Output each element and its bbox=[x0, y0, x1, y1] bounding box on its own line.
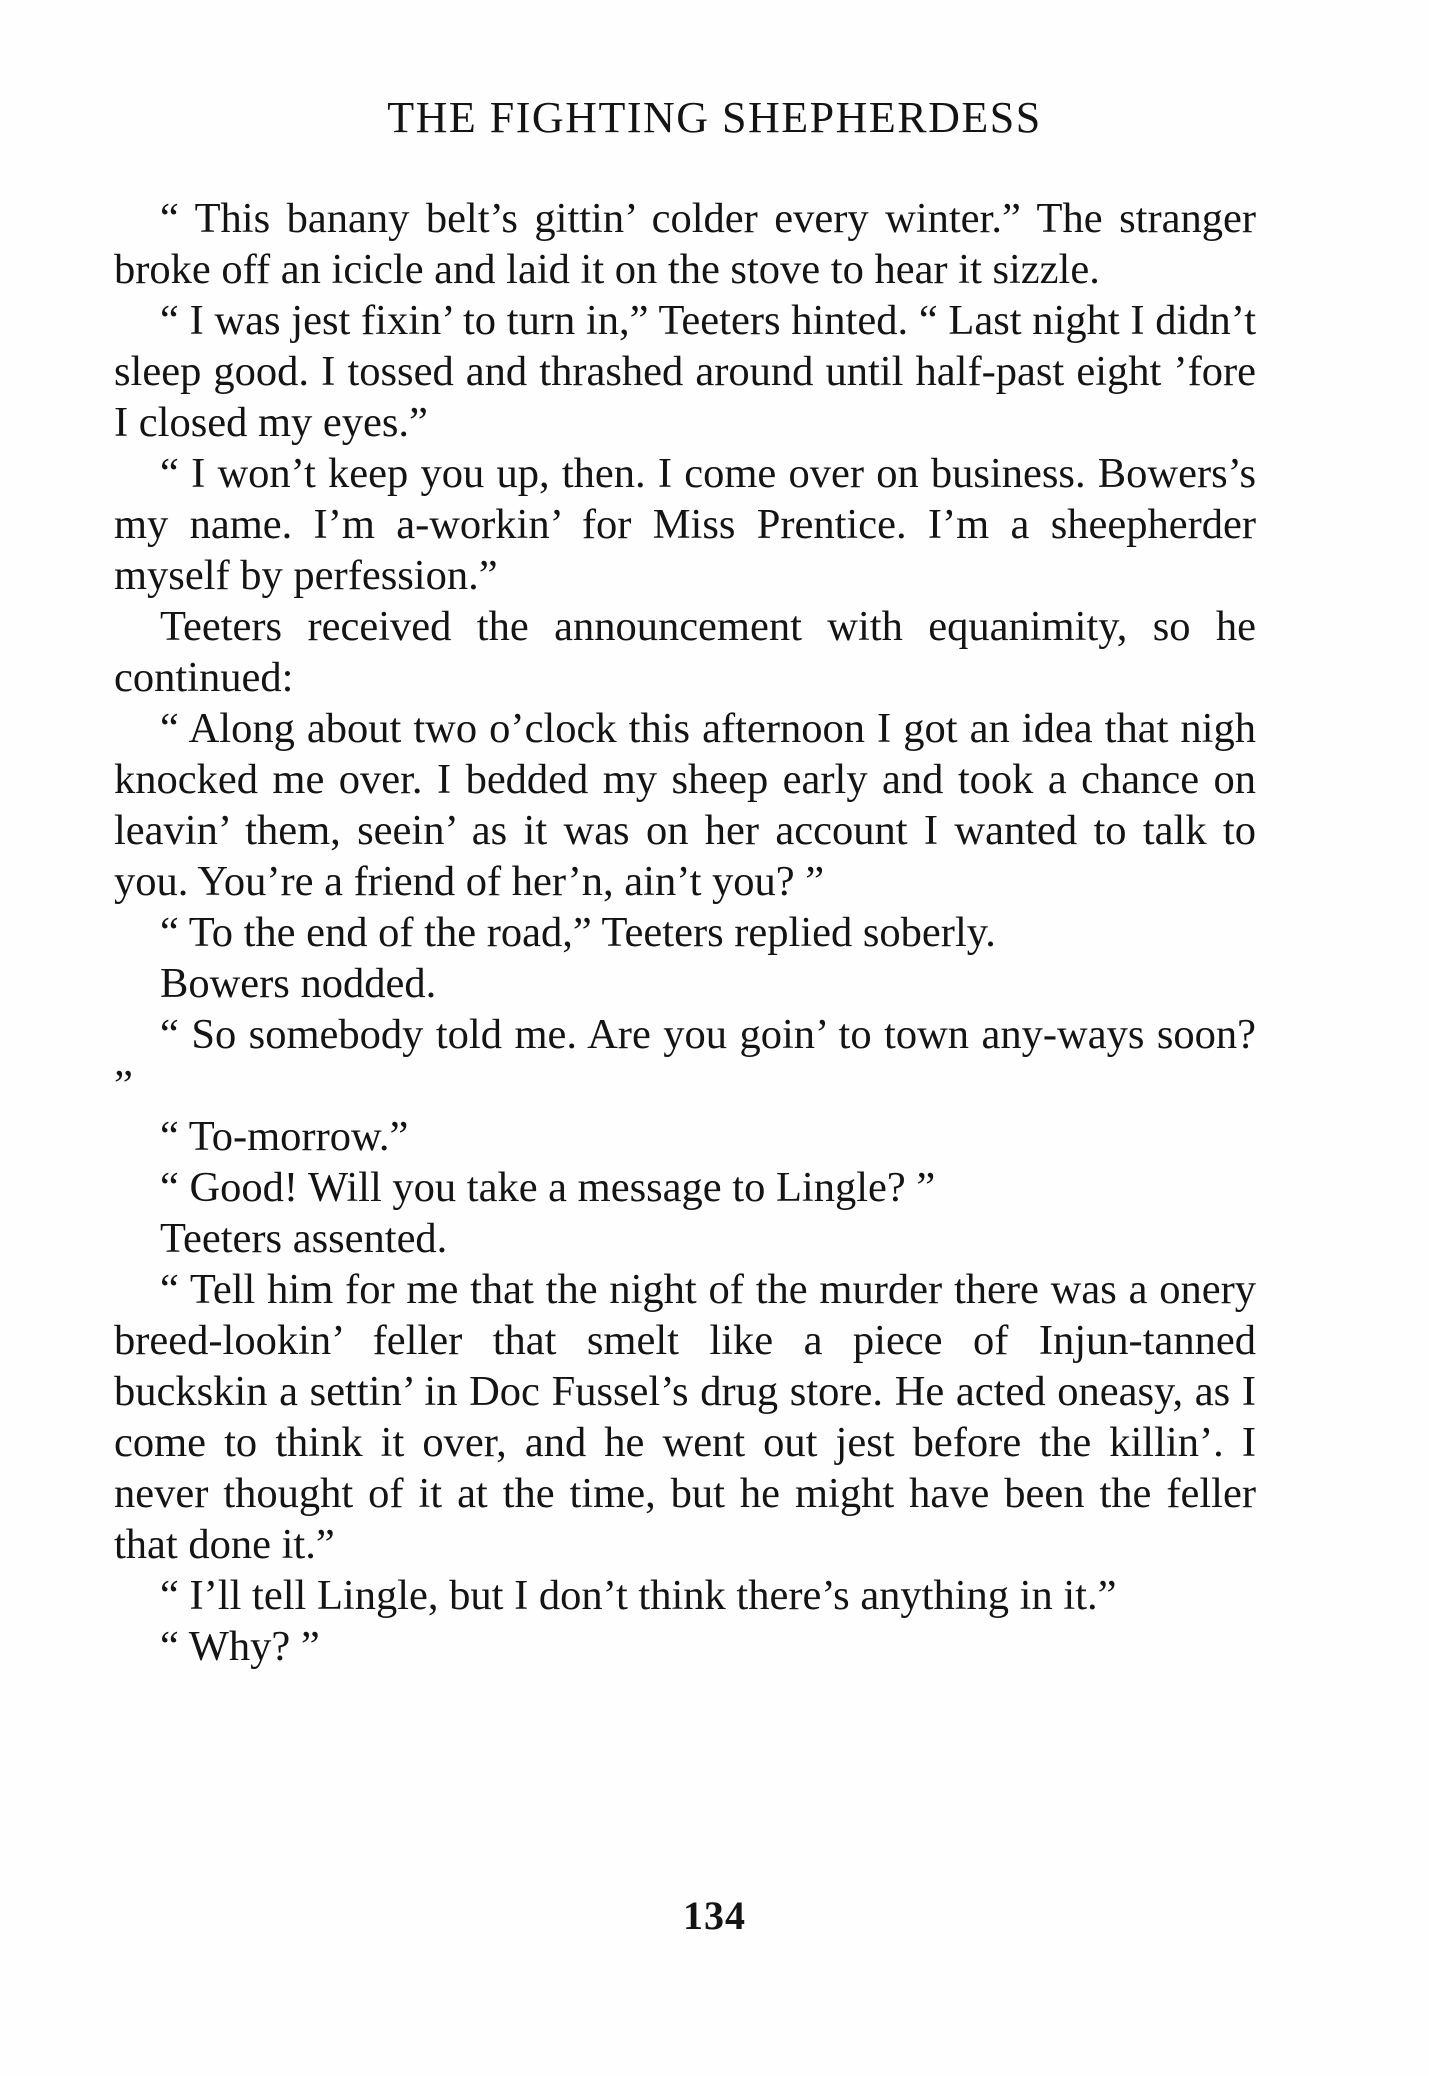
paragraph: “ Why? ” bbox=[160, 1623, 320, 1670]
paragraph: Bowers nodded. bbox=[160, 960, 437, 1007]
running-head: THE FIGHTING SHEPHERDESS bbox=[387, 93, 1042, 142]
paragraph: “ To the end of the road,” Teeters replied soberly. bbox=[160, 909, 996, 956]
paragraph: Teeters received the announcement with equanimity, so he continued: bbox=[114, 603, 1256, 701]
paragraph: “ Good! Will you take a message to Lingle? ” bbox=[160, 1164, 936, 1211]
paragraph: “ Tell him for me that the night of the murder there was a onery breed-lookin’ feller that smelt like a piece of Injun-tanned buckskin a settin’ in Doc Fussel’s drug store. He acted oneasy, as I come to think it over, and he went out jest before the killin’. I never thought of it at the time, but he might have been the feller that done it.” bbox=[114, 1266, 1256, 1568]
paragraph: “ Along about two o’clock this afternoon I got an idea that nigh knocked me over. I bedded my sheep early and took a chance on leavin’ them, seein’ as it was on her account I wanted to talk to you. You’re a friend of her’n, ain’t you? ” bbox=[114, 705, 1256, 905]
body-text bbox=[114, 193, 1256, 1672]
paragraph: “ This banany belt’s gittin’ colder every winter.” The stranger broke off an icicle and laid it on the stove to hear it sizzle. bbox=[114, 195, 1256, 293]
paragraph: “ I won’t keep you up, then. I come over on business. Bowers’s my name. I’m a-workin’ for Miss Prentice. I’m a sheepherder myself by perfession.” bbox=[114, 450, 1256, 599]
paragraph: “ So somebody told me. Are you goin’ to town any-ways soon? ” bbox=[114, 1011, 1256, 1109]
paragraph: Teeters assented. bbox=[160, 1215, 448, 1262]
page-number: 134 bbox=[683, 1893, 746, 1938]
paragraph: “ I was jest fixin’ to turn in,” Teeters hinted. “ Last night I didn’t sleep good. I tossed and thrashed around until half-past eight ’fore I closed my eyes.” bbox=[114, 297, 1256, 446]
paragraph: “ I’ll tell Lingle, but I don’t think there’s anything in it.” bbox=[160, 1572, 1117, 1619]
paragraph: “ To-morrow.” bbox=[160, 1113, 409, 1160]
